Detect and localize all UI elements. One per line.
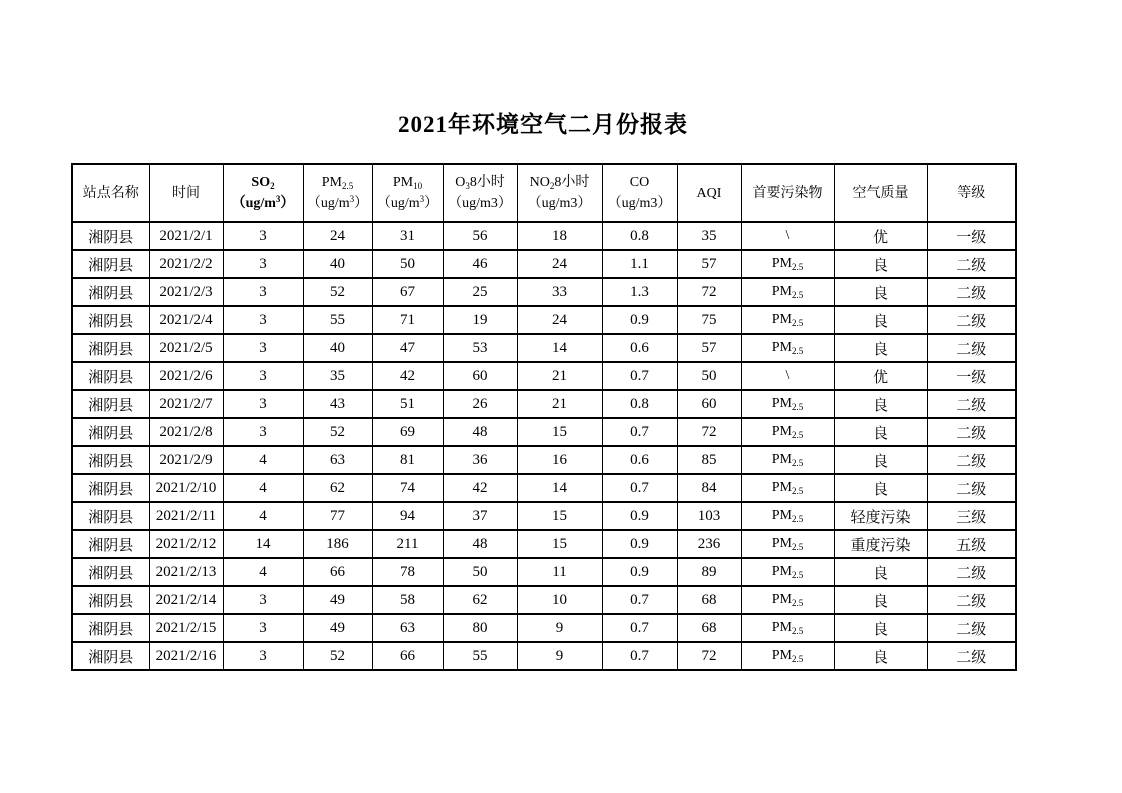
table-row: [72, 362, 1016, 390]
cell-quality: 优: [834, 362, 927, 390]
cell-co: 0.9: [602, 502, 677, 530]
table-row: [72, 614, 1016, 642]
cell-grade: 二级: [927, 558, 1016, 586]
cell-pollutant: $PM_{2.5}$: [741, 250, 834, 278]
cell-co: 0.7: [602, 586, 677, 614]
cell-so2: 4: [223, 502, 303, 530]
cell-time: 2021/2/11: [149, 502, 223, 530]
cell-so2: 3: [223, 334, 303, 362]
cell-pollutant: \: [741, 222, 834, 250]
cell-quality: 优: [834, 222, 927, 250]
cell-no2_8h: 15: [517, 530, 602, 558]
cell-o3_8h: 46: [443, 250, 517, 278]
cell-co: 0.8: [602, 390, 677, 418]
cell-pm25: 186: [303, 530, 372, 558]
cell-o3_8h: 80: [443, 614, 517, 642]
col-header-grade: 等级: [927, 164, 1016, 222]
cell-o3_8h: 48: [443, 530, 517, 558]
cell-time: 2021/2/9: [149, 446, 223, 474]
cell-station: 湘阴县: [72, 446, 149, 474]
cell-station: 湘阴县: [72, 306, 149, 334]
table-row: [72, 530, 1016, 558]
table-row: [72, 250, 1016, 278]
cell-pm10: 94: [372, 502, 443, 530]
table-row: [72, 642, 1016, 670]
cell-pm25: 55: [303, 306, 372, 334]
cell-no2_8h: 21: [517, 362, 602, 390]
cell-grade: 一级: [927, 362, 1016, 390]
cell-no2_8h: 16: [517, 446, 602, 474]
cell-aqi: 85: [677, 446, 741, 474]
cell-o3_8h: 56: [443, 222, 517, 250]
cell-co: 1.3: [602, 278, 677, 306]
cell-pm25: 43: [303, 390, 372, 418]
cell-time: 2021/2/10: [149, 474, 223, 502]
cell-aqi: 35: [677, 222, 741, 250]
cell-quality: 良: [834, 446, 927, 474]
cell-pollutant: $PM_{2.5}$: [741, 586, 834, 614]
cell-aqi: 236: [677, 530, 741, 558]
cell-co: 1.1: [602, 250, 677, 278]
cell-pm10: 63: [372, 614, 443, 642]
cell-time: 2021/2/4: [149, 306, 223, 334]
cell-pm10: 50: [372, 250, 443, 278]
cell-pollutant: $PM_{2.5}$: [741, 530, 834, 558]
cell-so2: 3: [223, 278, 303, 306]
col-header-co: CO （ug/m3）: [602, 164, 677, 222]
cell-pm10: 81: [372, 446, 443, 474]
cell-grade: 二级: [927, 278, 1016, 306]
cell-co: 0.6: [602, 334, 677, 362]
cell-pollutant: $PM_{2.5}$: [741, 334, 834, 362]
table-body: [72, 222, 1016, 670]
cell-station: 湘阴县: [72, 586, 149, 614]
cell-no2_8h: 18: [517, 222, 602, 250]
cell-aqi: 89: [677, 558, 741, 586]
cell-grade: 二级: [927, 334, 1016, 362]
cell-time: 2021/2/3: [149, 278, 223, 306]
cell-pm10: 58: [372, 586, 443, 614]
cell-no2_8h: 24: [517, 306, 602, 334]
table-row: [72, 306, 1016, 334]
cell-co: 0.9: [602, 530, 677, 558]
cell-co: 0.6: [602, 446, 677, 474]
cell-no2_8h: 9: [517, 642, 602, 670]
cell-quality: 良: [834, 642, 927, 670]
cell-so2: 3: [223, 250, 303, 278]
cell-station: 湘阴县: [72, 334, 149, 362]
cell-quality: 良: [834, 614, 927, 642]
cell-no2_8h: 24: [517, 250, 602, 278]
cell-pm25: 52: [303, 642, 372, 670]
cell-pollutant: $PM_{2.5}$: [741, 614, 834, 642]
cell-quality: 重度污染: [834, 530, 927, 558]
cell-pm10: 74: [372, 474, 443, 502]
cell-time: 2021/2/5: [149, 334, 223, 362]
cell-pm10: 69: [372, 418, 443, 446]
cell-quality: 良: [834, 558, 927, 586]
cell-grade: 二级: [927, 250, 1016, 278]
cell-time: 2021/2/12: [149, 530, 223, 558]
cell-quality: 良: [834, 334, 927, 362]
cell-no2_8h: 33: [517, 278, 602, 306]
cell-so2: 3: [223, 362, 303, 390]
cell-pm25: 40: [303, 250, 372, 278]
cell-pm25: 63: [303, 446, 372, 474]
col-header-quality: 空气质量: [834, 164, 927, 222]
cell-quality: 轻度污染: [834, 502, 927, 530]
table-row: [72, 418, 1016, 446]
cell-pm25: 24: [303, 222, 372, 250]
cell-pollutant: $PM_{2.5}$: [741, 558, 834, 586]
col-header-station: 站点名称: [72, 164, 149, 222]
cell-time: 2021/2/8: [149, 418, 223, 446]
cell-no2_8h: 9: [517, 614, 602, 642]
cell-time: 2021/2/15: [149, 614, 223, 642]
cell-pm10: 42: [372, 362, 443, 390]
cell-so2: 3: [223, 586, 303, 614]
table-row: [72, 390, 1016, 418]
cell-o3_8h: 53: [443, 334, 517, 362]
cell-o3_8h: 37: [443, 502, 517, 530]
cell-grade: 二级: [927, 474, 1016, 502]
cell-co: 0.9: [602, 558, 677, 586]
cell-station: 湘阴县: [72, 530, 149, 558]
cell-pm25: 35: [303, 362, 372, 390]
cell-aqi: 50: [677, 362, 741, 390]
cell-pm25: 49: [303, 614, 372, 642]
cell-pm25: 52: [303, 418, 372, 446]
cell-o3_8h: 48: [443, 418, 517, 446]
cell-no2_8h: 10: [517, 586, 602, 614]
cell-time: 2021/2/1: [149, 222, 223, 250]
cell-pollutant: $PM_{2.5}$: [741, 306, 834, 334]
header-row: [72, 164, 1016, 222]
cell-co: 0.7: [602, 418, 677, 446]
cell-aqi: 72: [677, 278, 741, 306]
cell-o3_8h: 25: [443, 278, 517, 306]
col-header-no2_8h: $NO_28$小时 （ug/m3）: [517, 164, 602, 222]
cell-time: 2021/2/2: [149, 250, 223, 278]
cell-time: 2021/2/14: [149, 586, 223, 614]
cell-quality: 良: [834, 278, 927, 306]
cell-grade: 二级: [927, 614, 1016, 642]
cell-so2: 3: [223, 418, 303, 446]
cell-pm10: 47: [372, 334, 443, 362]
cell-so2: 4: [223, 446, 303, 474]
cell-o3_8h: 36: [443, 446, 517, 474]
cell-time: 2021/2/16: [149, 642, 223, 670]
cell-quality: 良: [834, 250, 927, 278]
cell-pm10: 31: [372, 222, 443, 250]
cell-pm10: 78: [372, 558, 443, 586]
cell-pm10: 66: [372, 642, 443, 670]
cell-so2: 3: [223, 222, 303, 250]
table-row: [72, 222, 1016, 250]
cell-station: 湘阴县: [72, 278, 149, 306]
cell-time: 2021/2/6: [149, 362, 223, 390]
cell-quality: 良: [834, 418, 927, 446]
page-title: 2021年环境空气二月份报表: [398, 112, 688, 137]
cell-grade: 二级: [927, 390, 1016, 418]
cell-grade: 二级: [927, 306, 1016, 334]
cell-so2: 14: [223, 530, 303, 558]
col-header-pm10: $PM_{10}$ $(ug/m^3)$: [372, 164, 443, 222]
col-header-aqi: AQI: [677, 164, 741, 222]
cell-o3_8h: 55: [443, 642, 517, 670]
table-row: [72, 446, 1016, 474]
cell-aqi: 60: [677, 390, 741, 418]
cell-station: 湘阴县: [72, 418, 149, 446]
cell-grade: 一级: [927, 222, 1016, 250]
cell-pm10: 211: [372, 530, 443, 558]
cell-pollutant: $PM_{2.5}$: [741, 446, 834, 474]
cell-so2: 3: [223, 614, 303, 642]
cell-o3_8h: 62: [443, 586, 517, 614]
cell-so2: 3: [223, 642, 303, 670]
cell-station: 湘阴县: [72, 362, 149, 390]
cell-aqi: 68: [677, 614, 741, 642]
table-row: [72, 474, 1016, 502]
cell-grade: 二级: [927, 418, 1016, 446]
cell-so2: 4: [223, 474, 303, 502]
cell-station: 湘阴县: [72, 250, 149, 278]
cell-o3_8h: 42: [443, 474, 517, 502]
cell-aqi: 57: [677, 250, 741, 278]
cell-grade: 三级: [927, 502, 1016, 530]
cell-pm10: 71: [372, 306, 443, 334]
cell-grade: 二级: [927, 446, 1016, 474]
cell-no2_8h: 14: [517, 474, 602, 502]
cell-station: 湘阴县: [72, 502, 149, 530]
cell-aqi: 103: [677, 502, 741, 530]
cell-no2_8h: 15: [517, 502, 602, 530]
cell-quality: 良: [834, 390, 927, 418]
cell-grade: 二级: [927, 586, 1016, 614]
cell-aqi: 57: [677, 334, 741, 362]
cell-pollutant: $PM_{2.5}$: [741, 390, 834, 418]
cell-station: 湘阴县: [72, 474, 149, 502]
cell-no2_8h: 14: [517, 334, 602, 362]
cell-grade: 二级: [927, 642, 1016, 670]
cell-co: 0.8: [602, 222, 677, 250]
cell-station: 湘阴县: [72, 222, 149, 250]
cell-aqi: 72: [677, 418, 741, 446]
cell-co: 0.7: [602, 642, 677, 670]
cell-pm25: 49: [303, 586, 372, 614]
cell-aqi: 75: [677, 306, 741, 334]
cell-no2_8h: 21: [517, 390, 602, 418]
cell-pollutant: $PM_{2.5}$: [741, 474, 834, 502]
table-row: [72, 558, 1016, 586]
cell-so2: 4: [223, 558, 303, 586]
cell-no2_8h: 15: [517, 418, 602, 446]
col-header-pm25: $PM_{2.5}$ $(ug/m^3)$: [303, 164, 372, 222]
cell-pollutant: $PM_{2.5}$: [741, 278, 834, 306]
cell-time: 2021/2/7: [149, 390, 223, 418]
cell-pm25: 62: [303, 474, 372, 502]
cell-co: 0.7: [602, 474, 677, 502]
air-quality-table: [71, 163, 1017, 671]
cell-grade: 五级: [927, 530, 1016, 558]
cell-pollutant: \: [741, 362, 834, 390]
cell-aqi: 68: [677, 586, 741, 614]
cell-station: 湘阴县: [72, 614, 149, 642]
col-header-time: 时间: [149, 164, 223, 222]
table-header: [72, 164, 1016, 222]
cell-so2: 3: [223, 390, 303, 418]
cell-time: 2021/2/13: [149, 558, 223, 586]
table-row: [72, 502, 1016, 530]
cell-station: 湘阴县: [72, 558, 149, 586]
cell-pm25: 77: [303, 502, 372, 530]
table-row: [72, 334, 1016, 362]
cell-aqi: 84: [677, 474, 741, 502]
col-header-o3_8h: $O_38$小时 （ug/m3）: [443, 164, 517, 222]
cell-station: 湘阴县: [72, 390, 149, 418]
cell-o3_8h: 50: [443, 558, 517, 586]
cell-aqi: 72: [677, 642, 741, 670]
col-header-so2: $SO_2$ $(ug/m^3)$: [223, 164, 303, 222]
cell-o3_8h: 60: [443, 362, 517, 390]
cell-pm25: 40: [303, 334, 372, 362]
cell-pollutant: $PM_{2.5}$: [741, 418, 834, 446]
cell-pollutant: $PM_{2.5}$: [741, 502, 834, 530]
cell-pm25: 66: [303, 558, 372, 586]
cell-station: 湘阴县: [72, 642, 149, 670]
cell-co: 0.7: [602, 614, 677, 642]
cell-so2: 3: [223, 306, 303, 334]
cell-o3_8h: 19: [443, 306, 517, 334]
cell-co: 0.9: [602, 306, 677, 334]
cell-pm10: 67: [372, 278, 443, 306]
table-row: [72, 278, 1016, 306]
cell-pollutant: $PM_{2.5}$: [741, 642, 834, 670]
cell-co: 0.7: [602, 362, 677, 390]
col-header-pollutant: 首要污染物: [741, 164, 834, 222]
cell-quality: 良: [834, 586, 927, 614]
cell-pm10: 51: [372, 390, 443, 418]
cell-quality: 良: [834, 306, 927, 334]
cell-quality: 良: [834, 474, 927, 502]
cell-pm25: 52: [303, 278, 372, 306]
cell-o3_8h: 26: [443, 390, 517, 418]
table-row: [72, 586, 1016, 614]
cell-no2_8h: 11: [517, 558, 602, 586]
